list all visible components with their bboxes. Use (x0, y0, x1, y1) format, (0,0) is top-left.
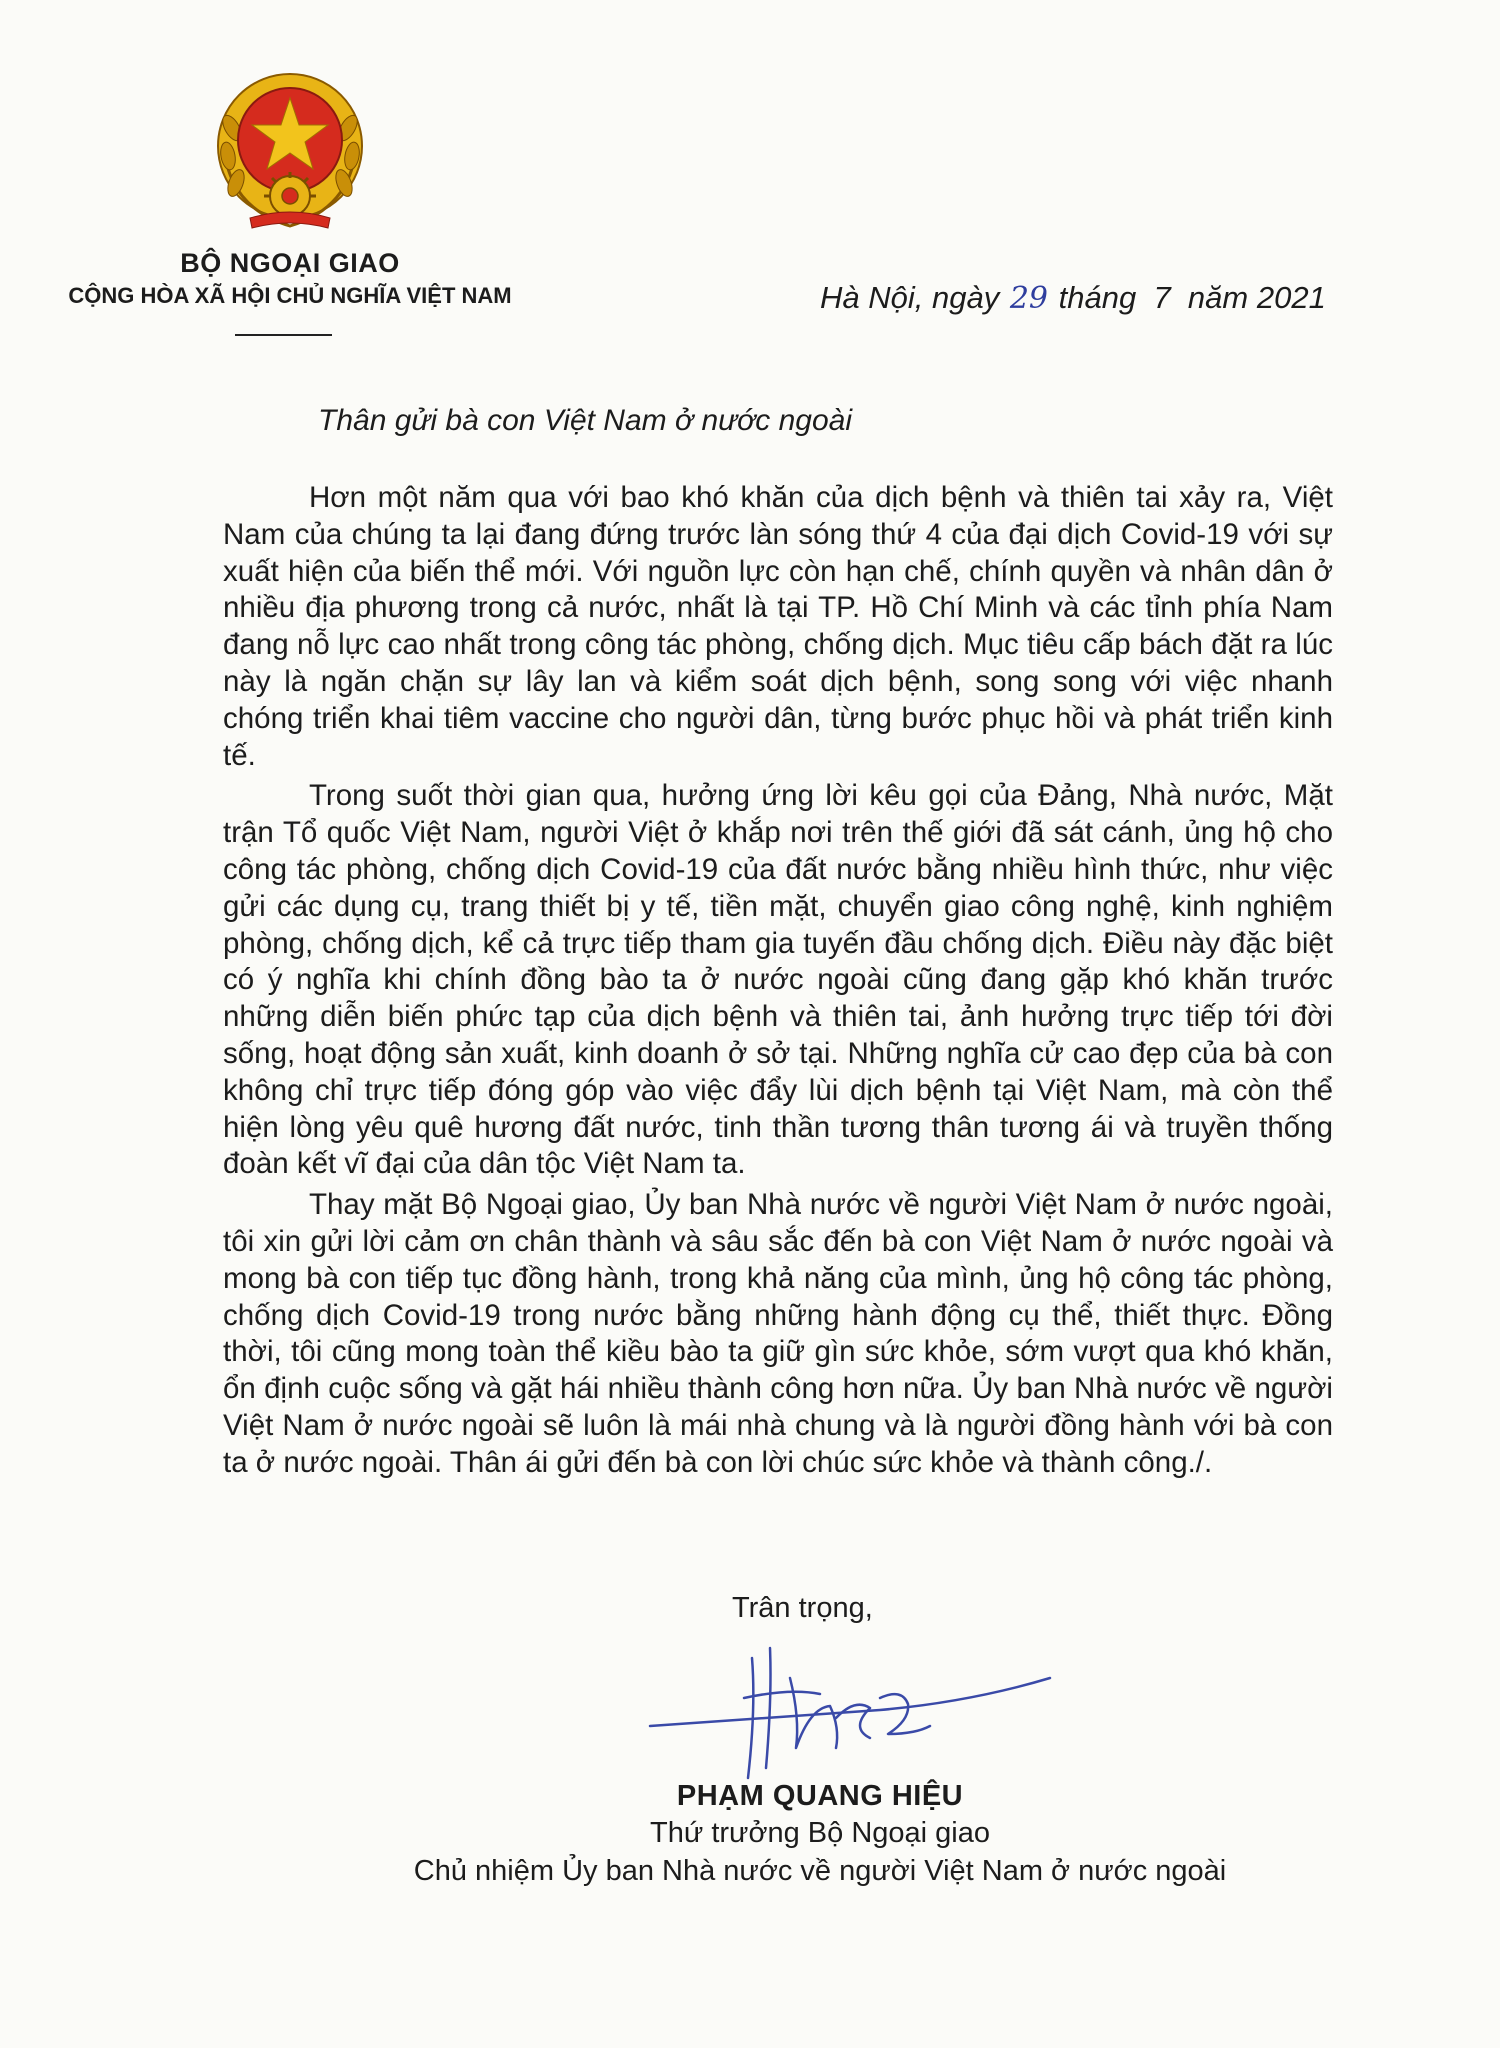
salutation: Thân gửi bà con Việt Nam ở nước ngoài (318, 404, 853, 437)
agency-name: BỘ NGOẠI GIAO (180, 248, 400, 278)
body-paragraph: Hơn một năm qua với bao khó khăn của dịch bệnh và thiên tai xảy ra, Việt Nam của chúng ta lại đang đứng trước làn sóng thứ 4 của đại dịch Covid-19 với sự xuất hiện của biến thể mới. Với nguồn lực còn hạn chế, chính quyền và nhân dân ở nhiều địa phương trong cả nước, nhất là tại TP. Hồ Chí Minh và các tỉnh phía Nam đang nỗ lực cao nhất trong công tác phòng, chống dịch. Mục tiêu cấp bách đặt ra lúc này là ngăn chặn sự lây lan và kiểm soát dịch bệnh, song song với việc nhanh chóng triển khai tiêm vaccine cho người dân, từng bước phục hồi và phát triển kinh tế. (223, 481, 1333, 772)
national-emblem-icon (210, 68, 370, 236)
date-line (820, 280, 1326, 316)
signer-title-secondary: Chủ nhiệm Ủy ban Nhà nước về người Việt Nam ở nước ngoài (413, 1855, 1227, 1887)
date-day-handwritten: 29 (1009, 281, 1049, 316)
signer-title: Thứ trưởng Bộ Ngoại giao (650, 1817, 990, 1849)
handwritten-signature-icon (640, 1638, 1060, 1788)
date-prefix: Hà Nội, ngày (820, 280, 1000, 315)
body-paragraph: Thay mặt Bộ Ngoại giao, Ủy ban Nhà nước về người Việt Nam ở nước ngoài, tôi xin gửi lời cảm ơn chân thành và sâu sắc đến bà con Việt Nam ở nước ngoài và mong bà con tiếp tục đồng hành, trong khả năng của mình, ủng hộ công tác phòng, chống dịch Covid-19 trong nước bằng những hành động cụ thể, thiết thực. Đồng thời, tôi cũng mong toàn thể kiều bào ta giữ gìn sức khỏe, sớm vượt qua khó khăn, ổn định cuộc sống và gặt hái nhiều thành công hơn nữa. Ủy ban Nhà nước về người Việt Nam ở nước ngoài sẽ luôn là mái nhà chung và là người đồng hành với bà con ta ở nước ngoài. Thân ái gửi đến bà con lời chúc sức khỏe và thành công./. (223, 1188, 1333, 1479)
country-name: CỘNG HÒA XÃ HỘI CHỦ NGHĨA VIỆT NAM (68, 283, 512, 308)
body-paragraph: Trong suốt thời gian qua, hưởng ứng lời kêu gọi của Đảng, Nhà nước, Mặt trận Tổ quốc Việt Nam, người Việt ở khắp nơi trên thế giới đã sát cánh, ủng hộ cho công tác phòng, chống dịch Covid-19 của đất nước bằng nhiều hình thức, như việc gửi các dụng cụ, trang thiết bị y tế, tiền mặt, chuyển giao công nghệ, kinh nghiệm phòng, chống dịch, kể cả trực tiếp tham gia tuyến đầu chống dịch. Điều này đặc biệt có ý nghĩa khi chính đồng bào ta ở nước ngoài cũng đang gặp khó khăn trước những diễn biến phức tạp của dịch bệnh và thiên tai, ảnh hưởng trực tiếp tới đời sống, hoạt động sản xuất, kinh doanh ở sở tại. Những nghĩa cử cao đẹp của bà con không chỉ trực tiếp đóng góp vào việc đẩy lùi dịch bệnh tại Việt Nam, mà còn thể hiện lòng yêu quê hương đất nước, tinh thần tương thân tương ái và truyền thống đoàn kết vĩ đại của dân tộc Việt Nam ta. (223, 779, 1333, 1181)
letter-body (223, 480, 1333, 1486)
closing-phrase: Trân trọng, (732, 1592, 873, 1624)
signer-name: PHẠM QUANG HIỆU (676, 1780, 964, 1812)
header-divider (235, 334, 332, 336)
date-suffix: tháng 7 năm 2021 (1058, 280, 1326, 315)
